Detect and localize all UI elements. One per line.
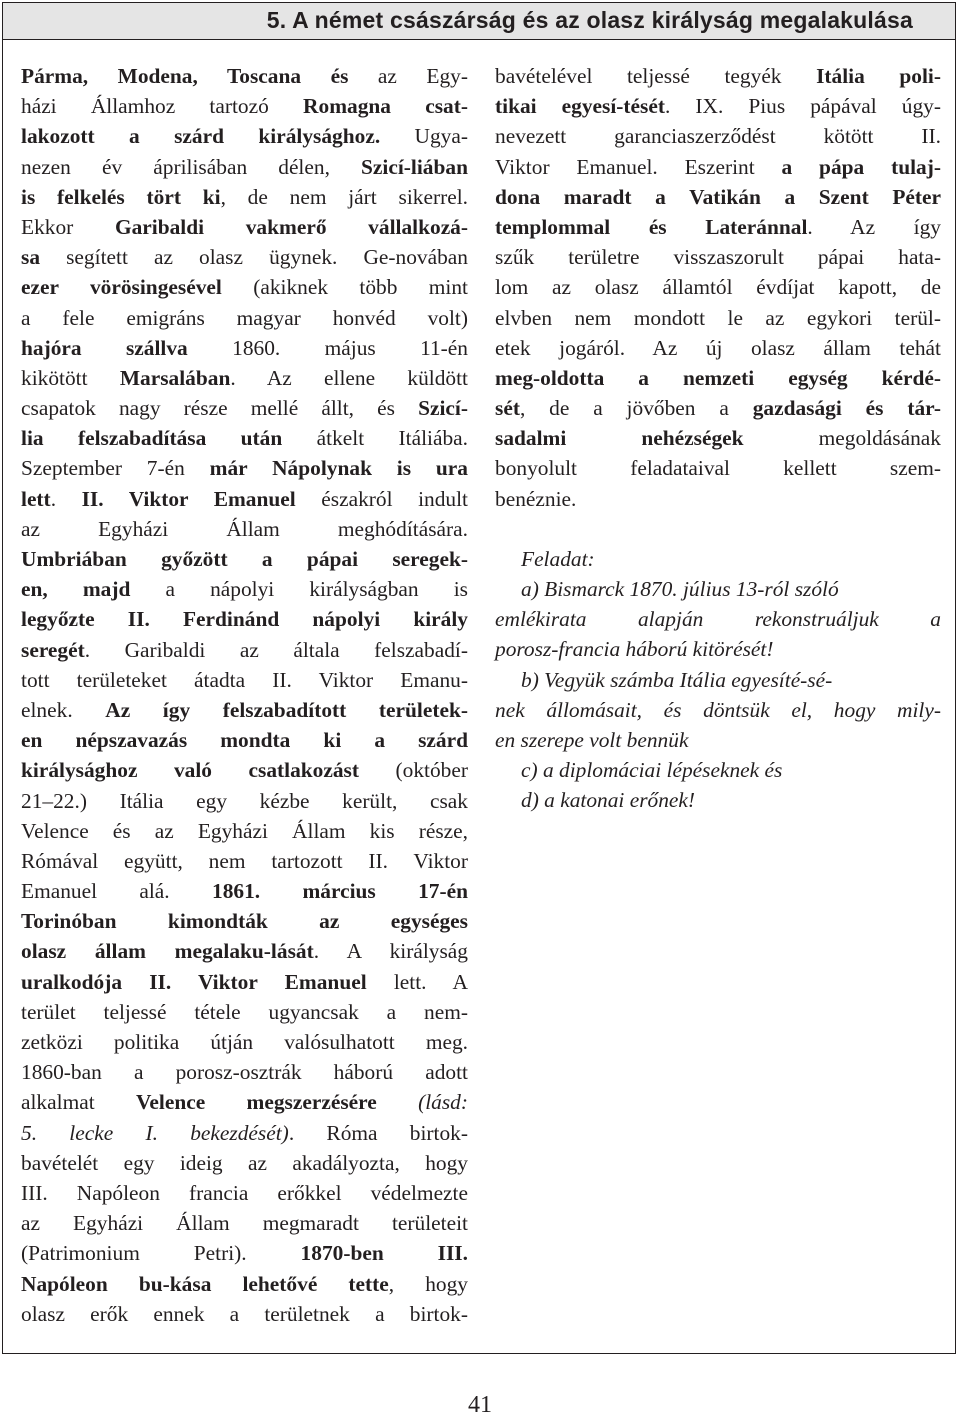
text-line: tikai egyesí-tését. IX. Pius pápával úgy- <box>495 94 941 119</box>
text-line: Szeptember 7-én már Nápolynak is ura <box>21 456 468 481</box>
text-line: legyőzte II. Ferdinánd nápolyi király <box>21 607 468 632</box>
task-line: c) a diplomáciai lépéseknek és <box>521 758 783 783</box>
task-line: b) Vegyük számba Itália egyesíté-sé- <box>521 667 833 692</box>
text-line: Viktor Emanuel. Eszerint a pápa tulaj- <box>495 154 941 179</box>
text-line: lett. II. Viktor Emanuel északról indult <box>21 486 469 511</box>
text-line: etek jogáról. Az új olasz állam tehát <box>495 335 941 360</box>
text-line: lia felszabadítása után átkelt Itáliába. <box>21 426 469 451</box>
text-line: (Patrimonium Petri). 1870-ben III. <box>21 1241 468 1266</box>
text-line: benéznie. <box>495 486 577 511</box>
text-line: sadalmi nehézségek megoldásának <box>495 426 941 451</box>
text-line: Pármа, Modena, Toscana és az Egy- <box>21 64 468 88</box>
page-number: 41 <box>468 1392 492 1418</box>
text-line: Ekkor Garibaldi vakmerő vállalkozá- <box>21 214 469 239</box>
task-line: nek állomásait, és döntsük el, hogy mily- <box>495 697 941 722</box>
chapter-title: 5. A német császárság és az olasz királyság megalakulása <box>266 7 913 33</box>
right-column <box>495 61 941 816</box>
text-line: is felkelés tört ki, de nem járt sikerrel. <box>21 184 468 209</box>
chapter-header <box>2 2 956 40</box>
text-line: házi Államhoz tartozó Romagna csat- <box>21 94 468 119</box>
left-column <box>21 61 468 1329</box>
text-line: sét, de a jövőben a gazdasági és tár- <box>495 396 941 421</box>
text-line: az Egyházi Állam megmaradt területeit <box>21 1211 468 1236</box>
text-line: dona maradt a Vatikán a Szent Péter <box>495 184 941 209</box>
text-line: elnek. Az így felszabadított területek- <box>21 697 468 722</box>
text-line: kikötött Marsalában. Az ellene küldött <box>21 365 469 390</box>
text-line: templommal és Lateránnal. Az így <box>495 214 941 239</box>
text-line: 21–22.) Itália egy kézbe került, csak <box>21 788 468 813</box>
text-line: tott területeket átadta II. Viktor Emanu- <box>21 667 468 692</box>
text-line: a fele emigráns magyar honvéd volt) <box>21 305 468 330</box>
text-line: en népszavazás mondta ki a szárd <box>21 728 468 753</box>
text-line: meg-oldotta a nemzeti egység kérdé- <box>495 365 941 390</box>
text-line: lom az olasz államtól évdíjat kapott, de <box>495 275 941 300</box>
text-line: Napóleon bu-kása lehetővé tette, hogy <box>21 1271 469 1296</box>
text-line: Torinóban kimondták az egységes <box>21 909 468 934</box>
text-line: sa segített az olasz ügynek. Ge-novában <box>21 245 468 270</box>
text-line: Rómával együtt, nem tartozott II. Viktor <box>21 848 468 873</box>
text-line: az Egyházi Állam meghódítására. <box>21 516 468 541</box>
text-line: Umbriában győzött a pápai seregek- <box>21 547 468 571</box>
text-line: Velence és az Egyházi Állam kis része, <box>21 818 468 843</box>
text-line: seregét. Garibaldi az általa felszabadí- <box>21 637 468 662</box>
text-line: Emanuel alá. 1861. március 17-én <box>21 879 468 904</box>
text-line: uralkodója II. Viktor Emanuel lett. A <box>21 969 468 994</box>
text-line: en, majd a nápolyi királyságban is <box>21 577 468 602</box>
text-line: hajóra szállva 1860. május 11-én <box>21 335 468 360</box>
text-line: 1860-ban a porosz-osztrák háború adott <box>21 1060 468 1085</box>
text-line: elvben nem mondott le az egykori terül- <box>495 305 941 330</box>
text-line: csapatok nagy része mellé állt, és Szicí- <box>21 396 468 421</box>
text-line: alkalmat Velence megszerzésére (lásd: <box>21 1090 468 1115</box>
text-line: olasz állam megalaku-lását. A királyság <box>21 939 468 964</box>
text-line: 5. lecke I. bekezdését). Róma birtok- <box>21 1120 469 1145</box>
text-line: ezer vörösingesével (akiknek több mint <box>21 275 468 300</box>
text-line: nezen év áprilisában délen, Szicí-liában <box>21 154 468 179</box>
task-line: en szerepe volt bennük <box>495 727 689 752</box>
text-line: lakozott a szárd királysághoz. Ugya- <box>21 124 468 149</box>
task-line: porosz-francia háború kitörését! <box>495 637 774 662</box>
text-line: bavételét egy ideig az akadályozta, hogy <box>21 1150 468 1175</box>
text-line: bonyolult feladataival kellett szem- <box>495 456 941 481</box>
task-line: a) Bismarck 1870. július 13-ról szóló <box>521 577 839 602</box>
text-line: szűk területre visszaszorult pápai hata- <box>495 245 941 270</box>
task-line: emlékirata alapján rekonstruáljuk a <box>495 607 941 632</box>
task-heading: Feladat: <box>521 546 595 571</box>
text-line: olasz erők ennek a területnek a birtok- <box>21 1301 468 1326</box>
text-line: terület teljessé tétele ugyancsak a nem- <box>21 999 468 1024</box>
text-line: zetközi politika útján valósulhatott meg. <box>21 1030 468 1054</box>
text-line: bavételével teljessé tegyék Itália poli- <box>495 64 941 88</box>
text-line: nevezett garanciaszerződést kötött II. <box>495 124 941 149</box>
text-line: királysághoz való csatlakozást (október <box>21 758 468 783</box>
text-line: III. Napóleon francia erőkkel védelmezte <box>21 1180 468 1205</box>
task-line: d) a katonai erőnek! <box>521 788 696 813</box>
